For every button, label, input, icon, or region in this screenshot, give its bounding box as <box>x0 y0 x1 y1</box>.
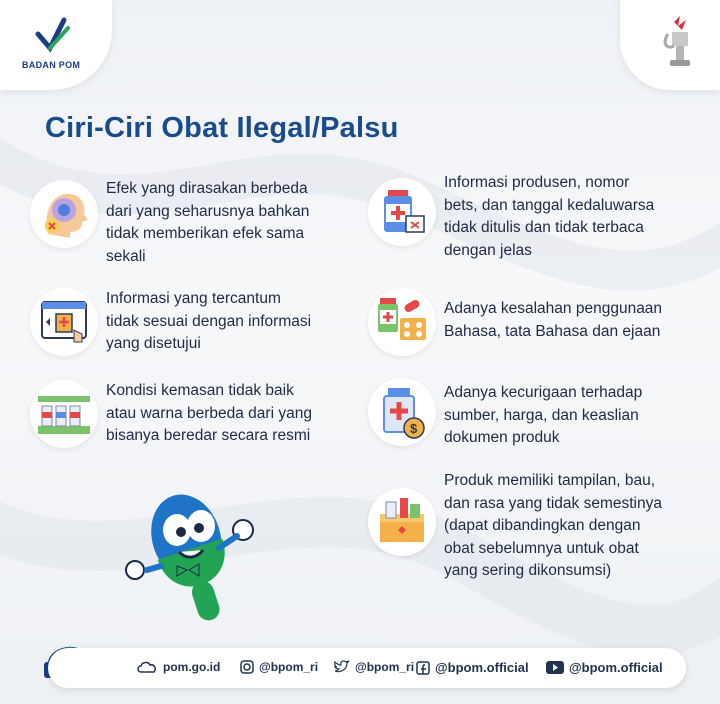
icon-circle <box>30 180 98 248</box>
emblem-card <box>620 0 720 90</box>
item-text: Kondisi kemasan tidak baik atau warna berbeda dari yang bisanya beredar secara resmi <box>106 382 312 444</box>
medicine-bottle-calendar-icon <box>376 186 428 238</box>
list-item <box>368 472 662 583</box>
facebook-icon <box>416 661 430 675</box>
item-text: Efek yang dirasakan berbeda dari yang seharusnya bahkan tidak memberikan efek sama sekali <box>106 180 310 265</box>
item-text: Informasi produsen, nomor bets, dan tanggal kedaluwarsa tidak ditulis dan tidak terbaca dengan jelas <box>444 174 655 259</box>
icon-circle <box>30 288 98 356</box>
medicine-shelf-icon <box>36 388 92 440</box>
footer-youtube[interactable] <box>546 660 663 675</box>
logo-text: BADAN POM <box>22 60 81 70</box>
item-text: Adanya kesalahan penggunaan Bahasa, tata Bahasa dan ejaan <box>444 300 663 340</box>
list-item <box>368 174 655 262</box>
list-item <box>30 180 309 268</box>
instagram-text: @bpom_ri <box>259 660 319 674</box>
youtube-text: @bpom.official <box>569 660 663 675</box>
emblem-icon <box>660 16 700 72</box>
instagram-icon <box>240 660 254 674</box>
logo-card <box>0 0 112 90</box>
item-text: Informasi yang tercantum tidak sesuai dengan informasi yang disetujui <box>106 290 312 352</box>
brain-head-icon <box>38 188 90 240</box>
medicine-box-icon <box>376 496 428 548</box>
footer-facebook[interactable] <box>416 660 529 675</box>
list-item <box>368 378 642 450</box>
list-item <box>30 380 312 448</box>
facebook-text: @bpom.official <box>435 660 529 675</box>
website-text: pom.go.id <box>163 660 221 674</box>
svg-text:$: $ <box>410 421 418 436</box>
list-item <box>368 288 662 356</box>
icon-circle <box>368 178 436 246</box>
twitter-icon <box>334 660 350 674</box>
icon-circle <box>368 288 436 356</box>
medicine-bottle-money-icon <box>376 384 428 440</box>
youtube-icon <box>546 661 564 674</box>
bpom-logo-icon <box>30 12 80 62</box>
icon-circle <box>368 378 436 446</box>
item-text: Adanya kecurigaan terhadap sumber, harga, dan keaslian dokumen produk <box>444 384 643 446</box>
medicine-pills-icon <box>374 296 430 348</box>
list-item <box>30 288 311 356</box>
item-text: Produk memiliki tampilan, bau, dan rasa yang tidak semestinya (dapat dibandingkan dengan obat sebelumnya untuk obat yang sering dikonsumsi) <box>444 472 662 579</box>
icon-circle <box>368 488 436 556</box>
twitter-text: @bpom_ri <box>355 660 415 674</box>
web-info-icon <box>38 296 90 348</box>
footer-website[interactable] <box>136 660 220 674</box>
capsule-mascot-illustration <box>115 478 275 638</box>
footer-instagram[interactable] <box>240 660 318 674</box>
footer-twitter[interactable] <box>334 660 414 674</box>
cloud-icon <box>136 660 158 674</box>
page-title: Ciri-Ciri Obat Ilegal/Palsu <box>45 112 399 144</box>
icon-circle <box>30 380 98 448</box>
footer-contact-bar <box>48 648 686 688</box>
